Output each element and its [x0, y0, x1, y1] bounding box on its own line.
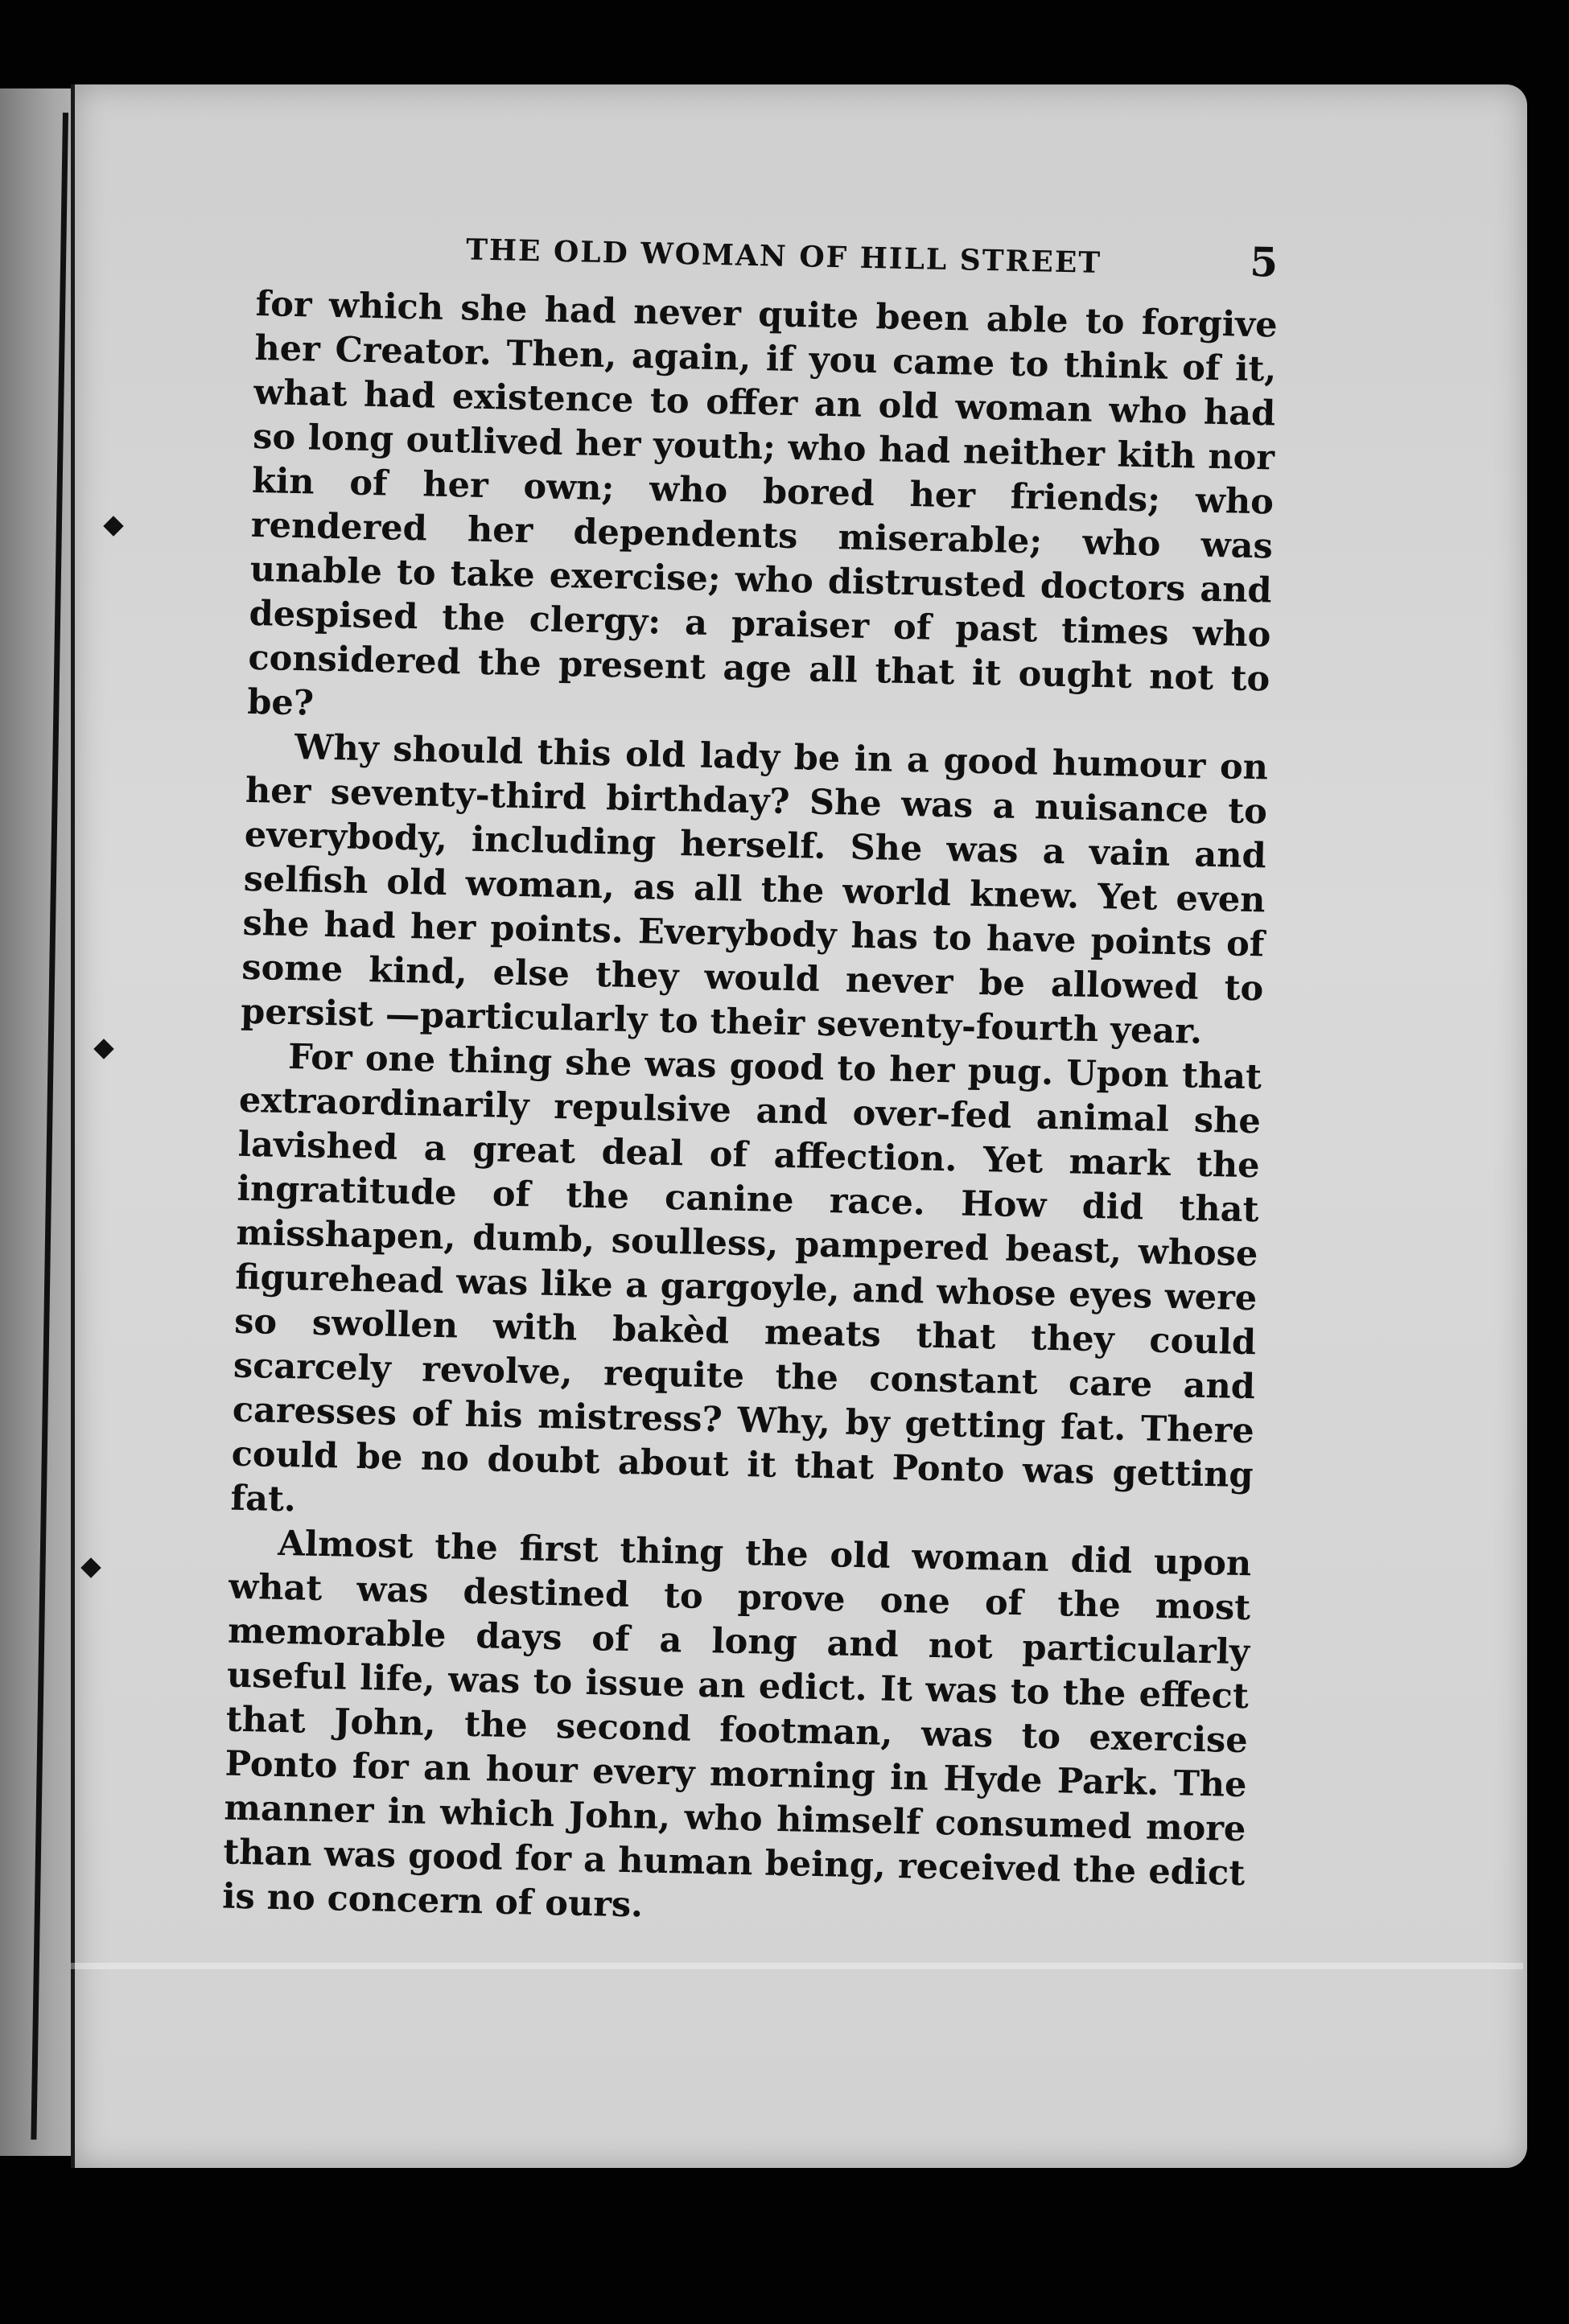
- paragraph-3: For one thing she was good to her pug. Upon that extraordinarily repulsive and over-fed animal she lavished a great deal of affection. Yet mark the ingratitude of the canine race. How did that misshapen, dumb, soulless, pampered beast, whose figurehead was like a gargoyle, and whose eyes were so swollen with bakèd meats that they could scarcely revolve, requite the constant care and caresses of his mistress? Why, by getting fat. There could be no doubt about it that Ponto was getting fat.: [230, 1037, 1262, 1520]
- paragraph-4: Almost the first thing the old woman did upon what was destined to prove one of the most memorable days of a long and not particularly useful life, was to issue an edict. It was to the effect that John, the second footman, was to exercise Ponto for an hour every morning in Hyde Park. The manner in which John, who himself consumed more than was good for a human being, received the edict is no concern of ours.: [221, 1523, 1252, 1926]
- scan-artifact-band: [71, 1963, 1523, 1969]
- page-text-block: [222, 217, 1279, 1940]
- paragraph-2: Why should this old lady be in a good humour on her seventy-third birthday? She was a nuisance to everybody, including herself. She was a vain and selfish old woman, as all the world knew. Yet even she had her points. Everybody has to have points of some kind, else they would never be allowed to persist —particularly to their seventy-fourth year.: [240, 727, 1269, 1052]
- page-number: 5: [1249, 237, 1279, 286]
- paragraph-1: for which she had never quite been able to forgive her Creator. Then, again, if you came to think of it, what had existence to offer an old woman who had so long outlived her youth; who had neither kith nor kin of her own; who bored her friends; who rendered her dependents miserable; who was unable to take exercise; who distrusted doctors and despised the clergy: a praiser of past times who considered the present age all that it ought not to be?: [246, 283, 1278, 724]
- running-head-title: THE OLD WOMAN OF HILL STREET: [465, 232, 1102, 280]
